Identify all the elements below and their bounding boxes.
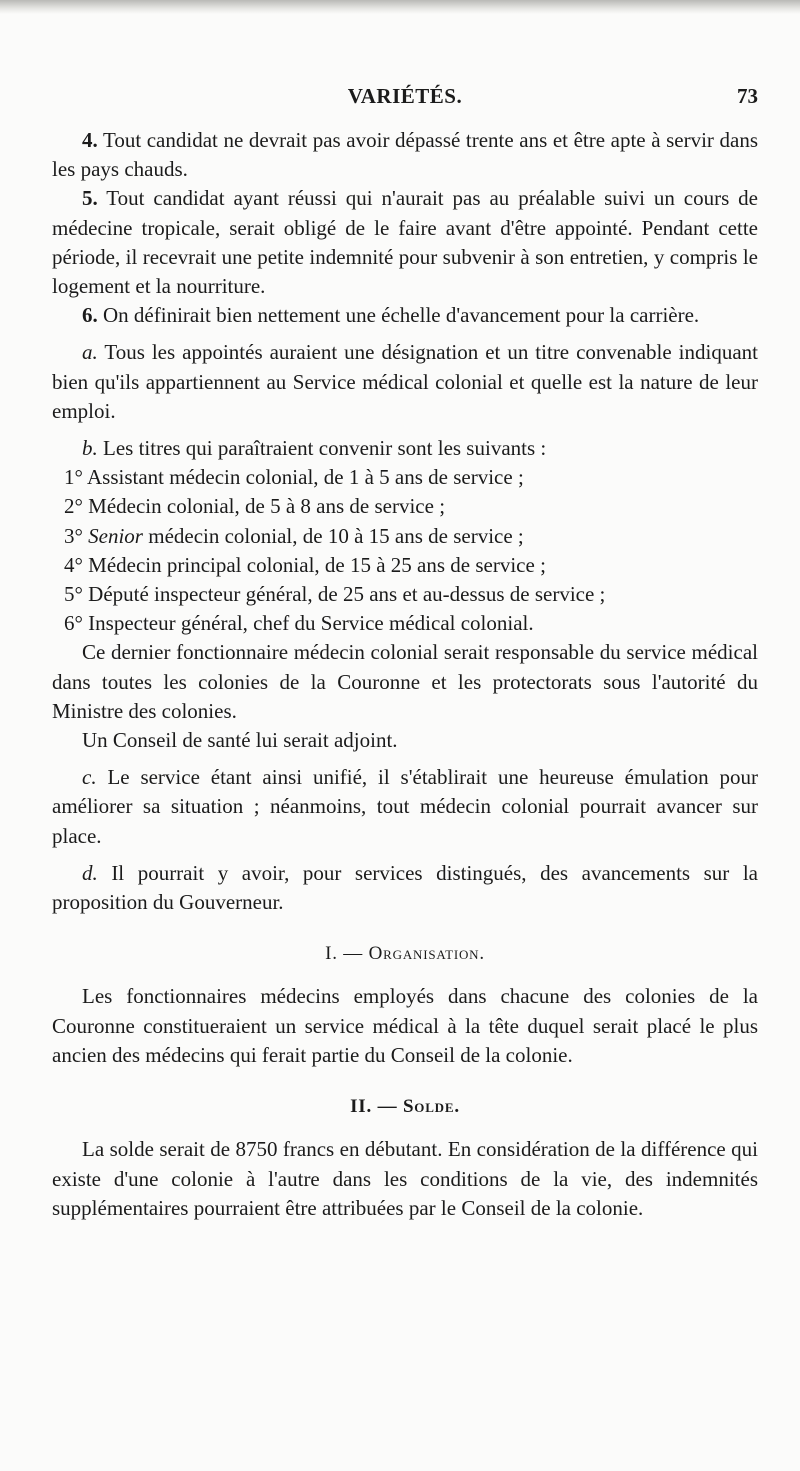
list-number: 3° [64,523,83,548]
paragraph-label: d. [82,860,98,885]
list-item [52,580,758,609]
paragraph-label: a. [82,340,98,365]
list-item [52,463,758,492]
section-heading-organisation [52,939,758,968]
scan-shadow-edge [0,0,800,14]
paragraph-text: Il pourrait y avoir, pour services distingués, des avancements sur la proposition du Gouverneur. [52,860,759,915]
paragraph-c [52,763,758,851]
list-number: 1° [64,465,83,490]
list-text: Député inspecteur général, de 25 ans et au-dessus de service ; [88,582,606,607]
paragraph-text: Tout candidat ayant réussi qui n'aurait pas au préalable suivi un cours de médecine tropicale, serait obligé de le faire avant d'être appointé. Pendant cette période, il recevrait une petite indemnité pour subvenir à son entretien, y compris le logement et la nourriture. [52,186,758,299]
section-title: Solde. [402,1096,460,1118]
list-number: 5° [64,582,83,607]
paragraph-text: Le service étant ainsi unifié, il s'établirait une heureuse émulation pour améliorer sa situation ; néanmoins, tout médecin colonial pourrait avancer sur place. [52,765,758,848]
list-text: Médecin principal colonial, de 15 à 25 ans de service ; [88,552,546,577]
paragraph-label: b. [82,436,98,461]
paragraph-text: On définirait bien nettement une échelle d'avancement pour la carrière. [103,303,700,328]
paragraph-d [52,859,758,917]
paragraph-b [52,434,758,463]
titles-list [52,463,758,638]
list-item [52,609,758,638]
list-text: Inspecteur général, chef du Service médical colonial. [88,611,534,636]
list-item [52,551,758,580]
paragraph-4 [52,126,758,184]
paragraph-solde: La solde serait de 8750 francs en débutant. En considération de la différence qui existe d'une colonie à l'autre dans les conditions de la vie, des indemnités supplémentaires pourraient être attribuées par le Conseil de la colonie. [52,1137,758,1220]
section-numeral: II. — [350,1096,398,1118]
paragraph-text: Les titres qui paraîtraient convenir sont les suivants : [103,436,547,461]
paragraph-conseil: Un Conseil de santé lui serait adjoint. [82,728,398,753]
page-header [52,84,758,114]
section-numeral: I. — [325,943,364,965]
list-italic-word: Senior [88,523,143,548]
paragraph-text: Tous les appointés auraient une désignation et un titre convenable indiquant bien qu'ils appartiennent au Service médical colonial et quelle est la nature de leur emploi. [52,340,758,423]
paragraph-text: Tout candidat ne devrait pas avoir dépassé trente ans et être apte à servir dans les pays chauds. [52,128,758,182]
list-text: Assistant médecin colonial, de 1 à 5 ans de service ; [87,465,524,490]
page-number: 73 [737,84,758,108]
paragraph-label: 5. [82,186,98,211]
body-text [52,126,758,1223]
list-number: 2° [64,494,83,519]
list-text: Médecin colonial, de 5 à 8 ans de service ; [88,494,446,519]
paragraph-6 [52,301,758,330]
list-number: 4° [64,552,83,577]
paragraph-label: 6. [82,303,98,328]
section-heading-solde [52,1092,758,1121]
section-title: Organisation. [368,943,485,965]
paragraph-after-list: Ce dernier fonctionnaire médecin colonial serait responsable du service médical dans toutes les colonies de la Couronne et les protectorats sous l'autorité du Ministre des colonies. [52,640,758,723]
list-item [52,492,758,521]
paragraph-a [52,338,758,426]
list-text: médecin colonial, de 10 à 15 ans de service ; [142,523,524,548]
paragraph-organisation: Les fonctionnaires médecins employés dans chacune des colonies de la Couronne constitueraient un service médical à la tête duquel serait placé le plus ancien des médecins qui ferait partie du Conseil de la colonie. [52,984,758,1067]
list-item [52,522,758,551]
paragraph-5 [52,184,758,301]
paragraph-label: c. [82,765,97,790]
list-number: 6° [64,611,83,636]
paragraph-label: 4. [82,128,98,152]
running-head: VARIÉTÉS. [347,84,463,108]
